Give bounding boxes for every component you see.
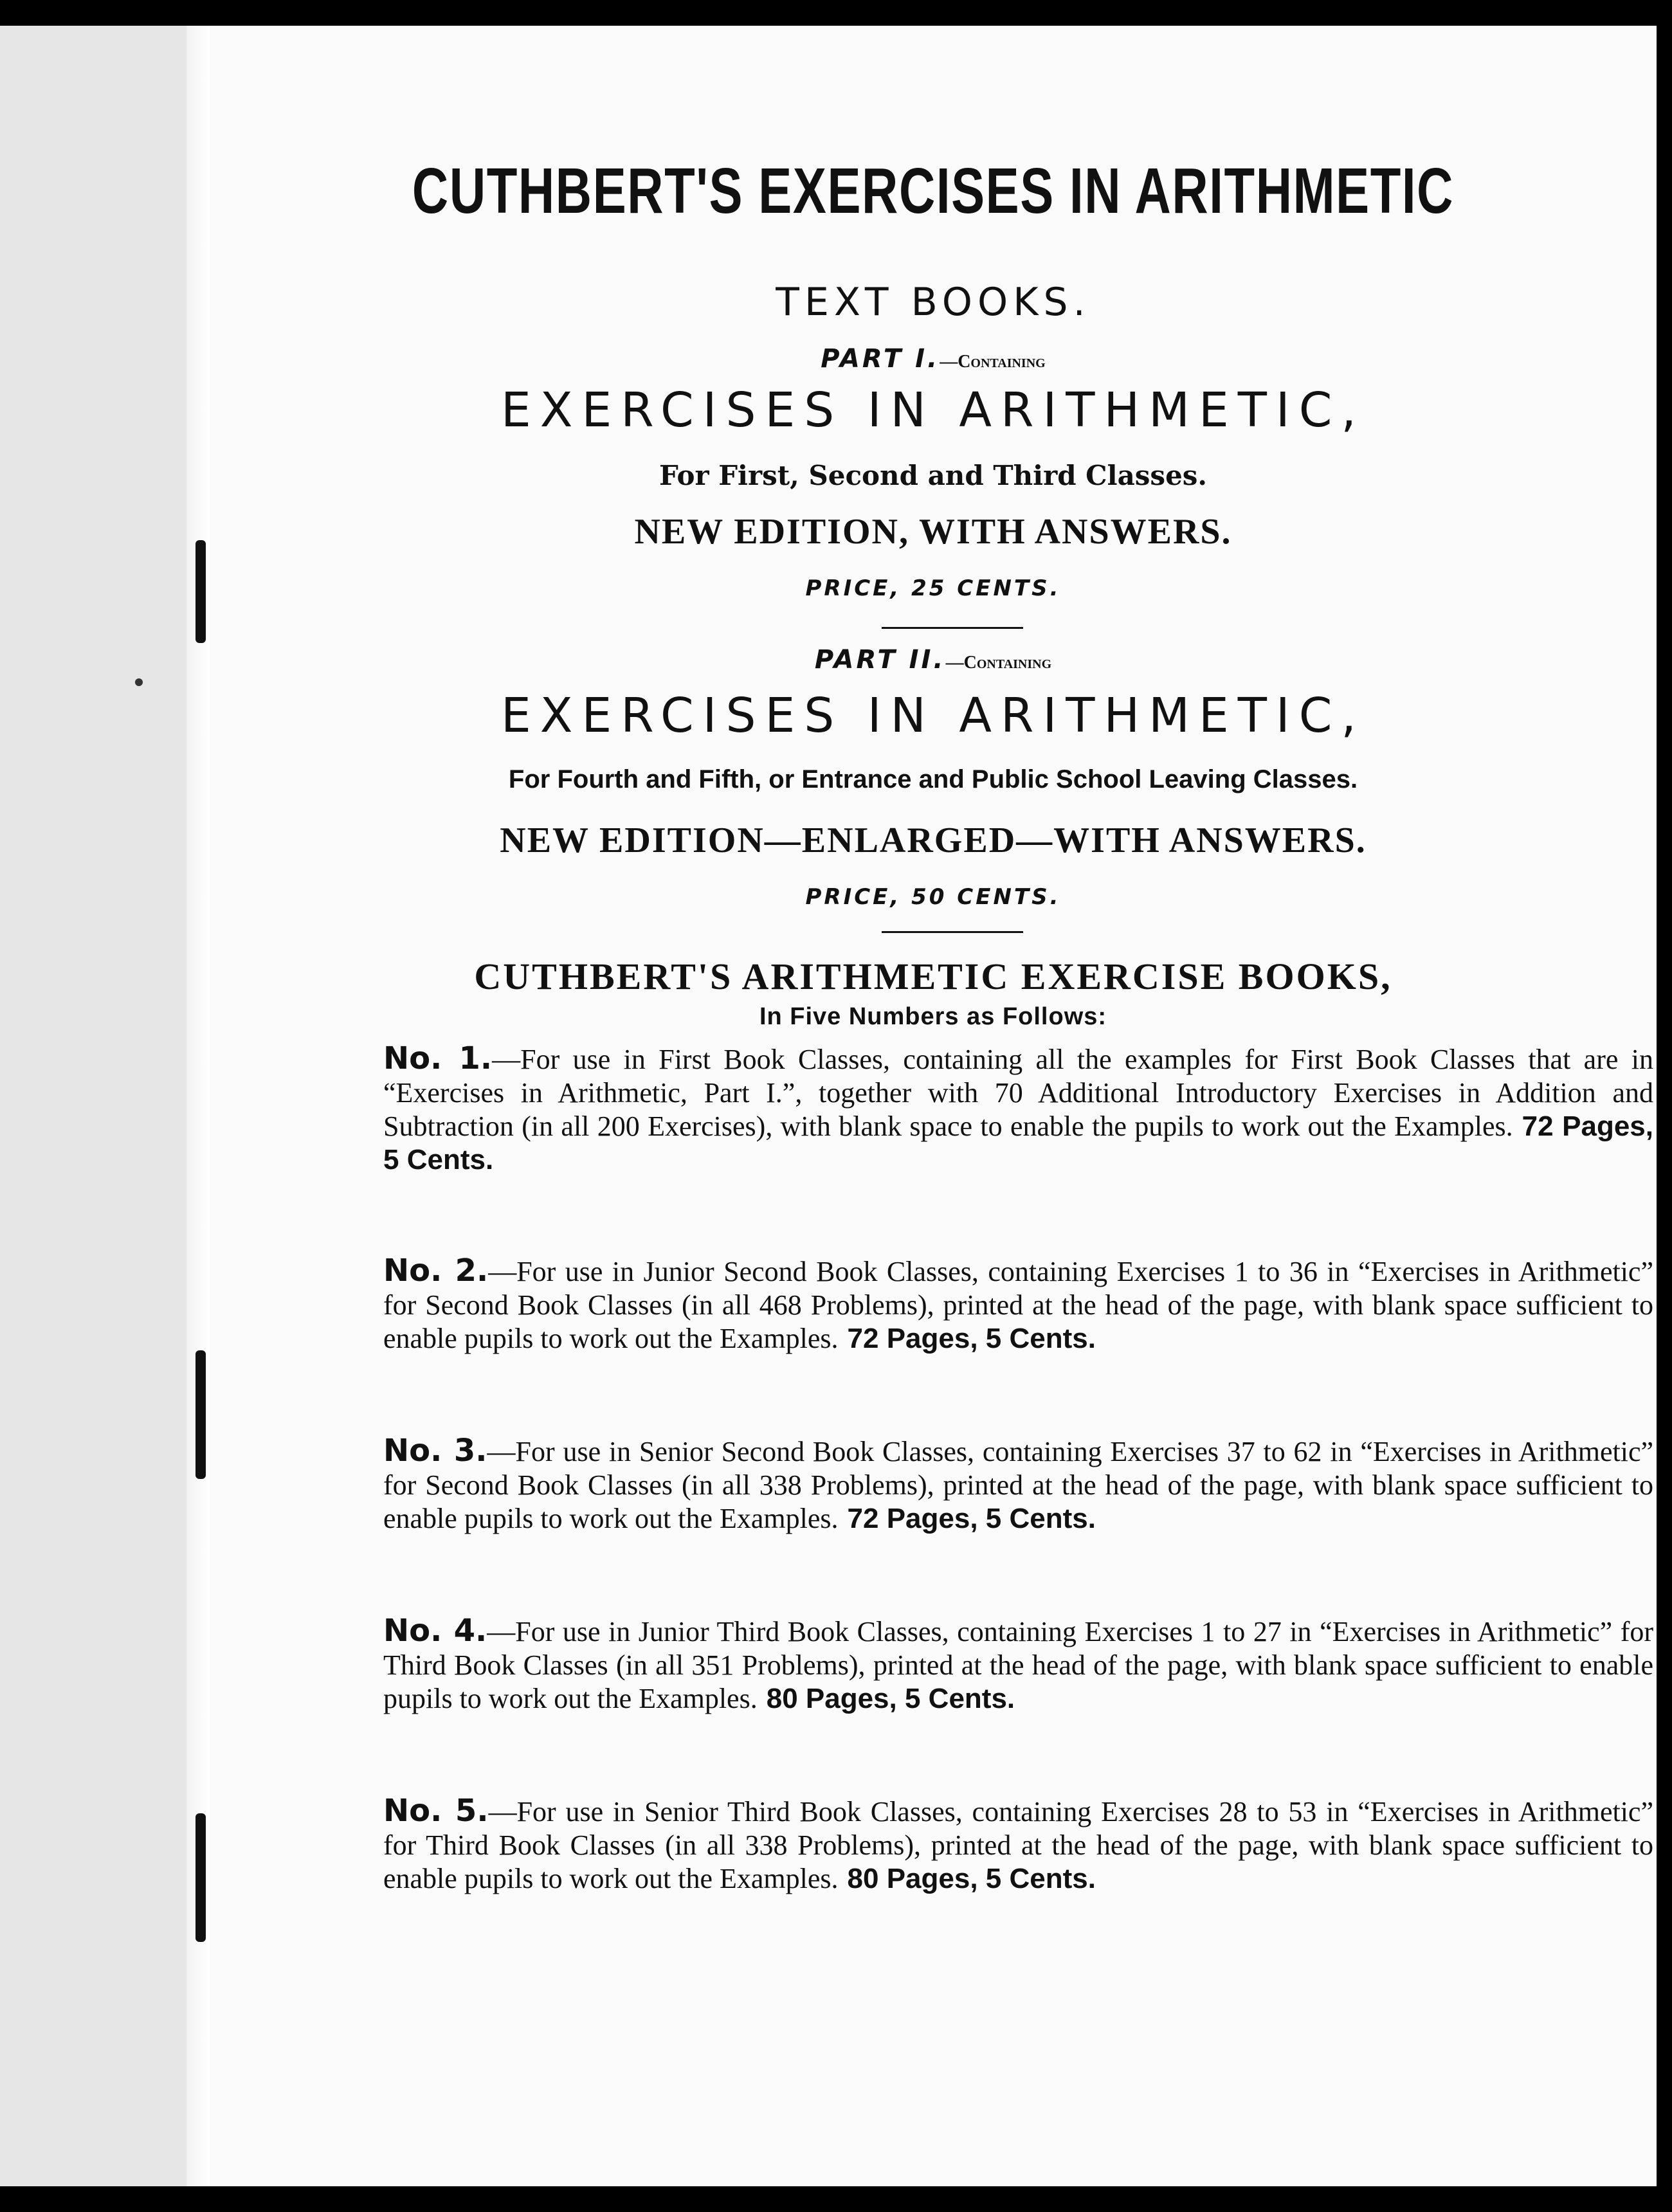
binding-mark xyxy=(195,1813,206,1942)
part2-label-line xyxy=(210,645,1657,675)
part1-price: PRICE, 25 CENTS. xyxy=(805,576,1061,601)
item-pages: 72 Pages, 5 Cents. xyxy=(383,1111,1653,1175)
item-number: No. 3. xyxy=(383,1433,487,1469)
page-subtitle: TEXT BOOKS. xyxy=(776,280,1091,325)
item-description: No. 1.—For use in First Book Classes, containing all the examples for First Book Classes that are in “Exercises in Arithmetic, Part I.”, together with 70 Additional Introductory Exercises in Addition and Subtraction (in all 200 Exercises), with blank space to enable the pupils to work out the Examples. 72 Pages, 5 Cents. xyxy=(383,1040,1653,1175)
facing-page xyxy=(0,26,186,2186)
books-title: CUTHBERT'S ARITHMETIC EXERCISE BOOKS, xyxy=(474,956,1392,997)
item-text: For use in Junior Third Book Classes, containing Exercises 1 to 27 in “Exercises in Arithmetic” for Third Book Classes (in all 351 Problems), printed at the head of the page, with blank space sufficient to enable pupils to work out the Examples. xyxy=(383,1616,1653,1714)
item-number: No. 2. xyxy=(383,1253,489,1289)
part1-heading: EXERCISES IN ARITHMETIC, xyxy=(501,383,1365,438)
page-title: CUTHBERT'S EXERCISES IN ARITHMETIC xyxy=(412,155,1455,227)
book-page xyxy=(210,26,1657,2186)
part1-classes: For First, Second and Third Classes. xyxy=(659,460,1208,491)
item-text: For use in Junior Second Book Classes, containing Exercises 1 to 36 in “Exercises in Arithmetic” for Second Book Classes (in all 468 Problems), printed at the head of the page, with blank space sufficient to enable pupils to work out the Examples. xyxy=(383,1256,1653,1354)
part1-containing: —Containing xyxy=(940,352,1046,372)
part1-edition: NEW EDITION, WITH ANSWERS. xyxy=(634,512,1232,552)
item-number: No. 1. xyxy=(383,1040,493,1076)
item-pages: 80 Pages, 5 Cents. xyxy=(847,1863,1096,1894)
scan-edge xyxy=(1657,0,1672,2212)
item-number: No. 5. xyxy=(383,1793,489,1829)
item-description: No. 2.—For use in Junior Second Book Classes, containing Exercises 1 to 36 in “Exercises in Arithmetic” for Second Book Classes (in all 468 Problems), printed at the head of the page, with blank space sufficient to enable pupils to work out the Examples. 72 Pages, 5 Cents. xyxy=(383,1253,1653,1354)
item-description: No. 5.—For use in Senior Third Book Classes, containing Exercises 28 to 53 in “Exercises in Arithmetic” for Third Book Classes (in all 338 Problems), printed at the head of the page, with blank space sufficient to enable pupils to work out the Examples. 80 Pages, 5 Cents. xyxy=(383,1793,1653,1894)
item-pages: 80 Pages, 5 Cents. xyxy=(766,1683,1015,1714)
part2-edition: NEW EDITION—ENLARGED—WITH ANSWERS. xyxy=(500,820,1367,860)
item-text: For use in Senior Third Book Classes, containing Exercises 28 to 53 in “Exercises in Arithmetic” for Third Book Classes (in all 338 Problems), printed at the head of the page, with blank space sufficient to enable pupils to work out the Examples. xyxy=(383,1796,1653,1894)
item-pages: 72 Pages, 5 Cents. xyxy=(847,1323,1096,1354)
divider xyxy=(882,931,1023,933)
item-number: No. 4. xyxy=(383,1613,487,1649)
advertisement xyxy=(210,26,1657,2186)
speck xyxy=(135,678,143,686)
part2-price: PRICE, 50 CENTS. xyxy=(805,884,1061,910)
part2-containing: —Containing xyxy=(945,653,1052,673)
item-pages: 72 Pages, 5 Cents. xyxy=(847,1503,1096,1534)
part1-label-line xyxy=(210,344,1657,374)
binding-mark xyxy=(195,540,206,643)
part2-heading: EXERCISES IN ARITHMETIC, xyxy=(501,688,1365,743)
item-text: For use in Senior Second Book Classes, containing Exercises 37 to 62 in “Exercises in Arithmetic” for Second Book Classes (in all 338 Problems), printed at the head of the page, with blank space sufficient to enable pupils to work out the Examples. xyxy=(383,1436,1654,1534)
item-description: No. 4.—For use in Junior Third Book Classes, containing Exercises 1 to 27 in “Exercises in Arithmetic” for Third Book Classes (in all 351 Problems), printed at the head of the page, with blank space sufficient to enable pupils to work out the Examples. 80 Pages, 5 Cents. xyxy=(383,1613,1653,1714)
binding-mark xyxy=(195,1350,206,1479)
part2-classes: For Fourth and Fifth, or Entrance and Public School Leaving Classes. xyxy=(508,765,1358,793)
part2-label: PART II. xyxy=(814,645,946,675)
books-follows: In Five Numbers as Follows: xyxy=(759,1003,1107,1030)
item-text: For use in First Book Classes, containing all the examples for First Book Classes that are in “Exercises in Arithmetic, Part I.”, together with 70 Additional Introductory Exercises in Addition and Subtraction (in all 200 Exercises), with blank space to enable the pupils to work out the Examples. xyxy=(383,1044,1653,1142)
item-description: No. 3.—For use in Senior Second Book Classes, containing Exercises 37 to 62 in “Exercises in Arithmetic” for Second Book Classes (in all 338 Problems), printed at the head of the page, with blank space sufficient to enable pupils to work out the Examples. 72 Pages, 5 Cents. xyxy=(383,1433,1654,1534)
divider xyxy=(882,627,1023,629)
part1-label: PART I. xyxy=(821,344,940,374)
